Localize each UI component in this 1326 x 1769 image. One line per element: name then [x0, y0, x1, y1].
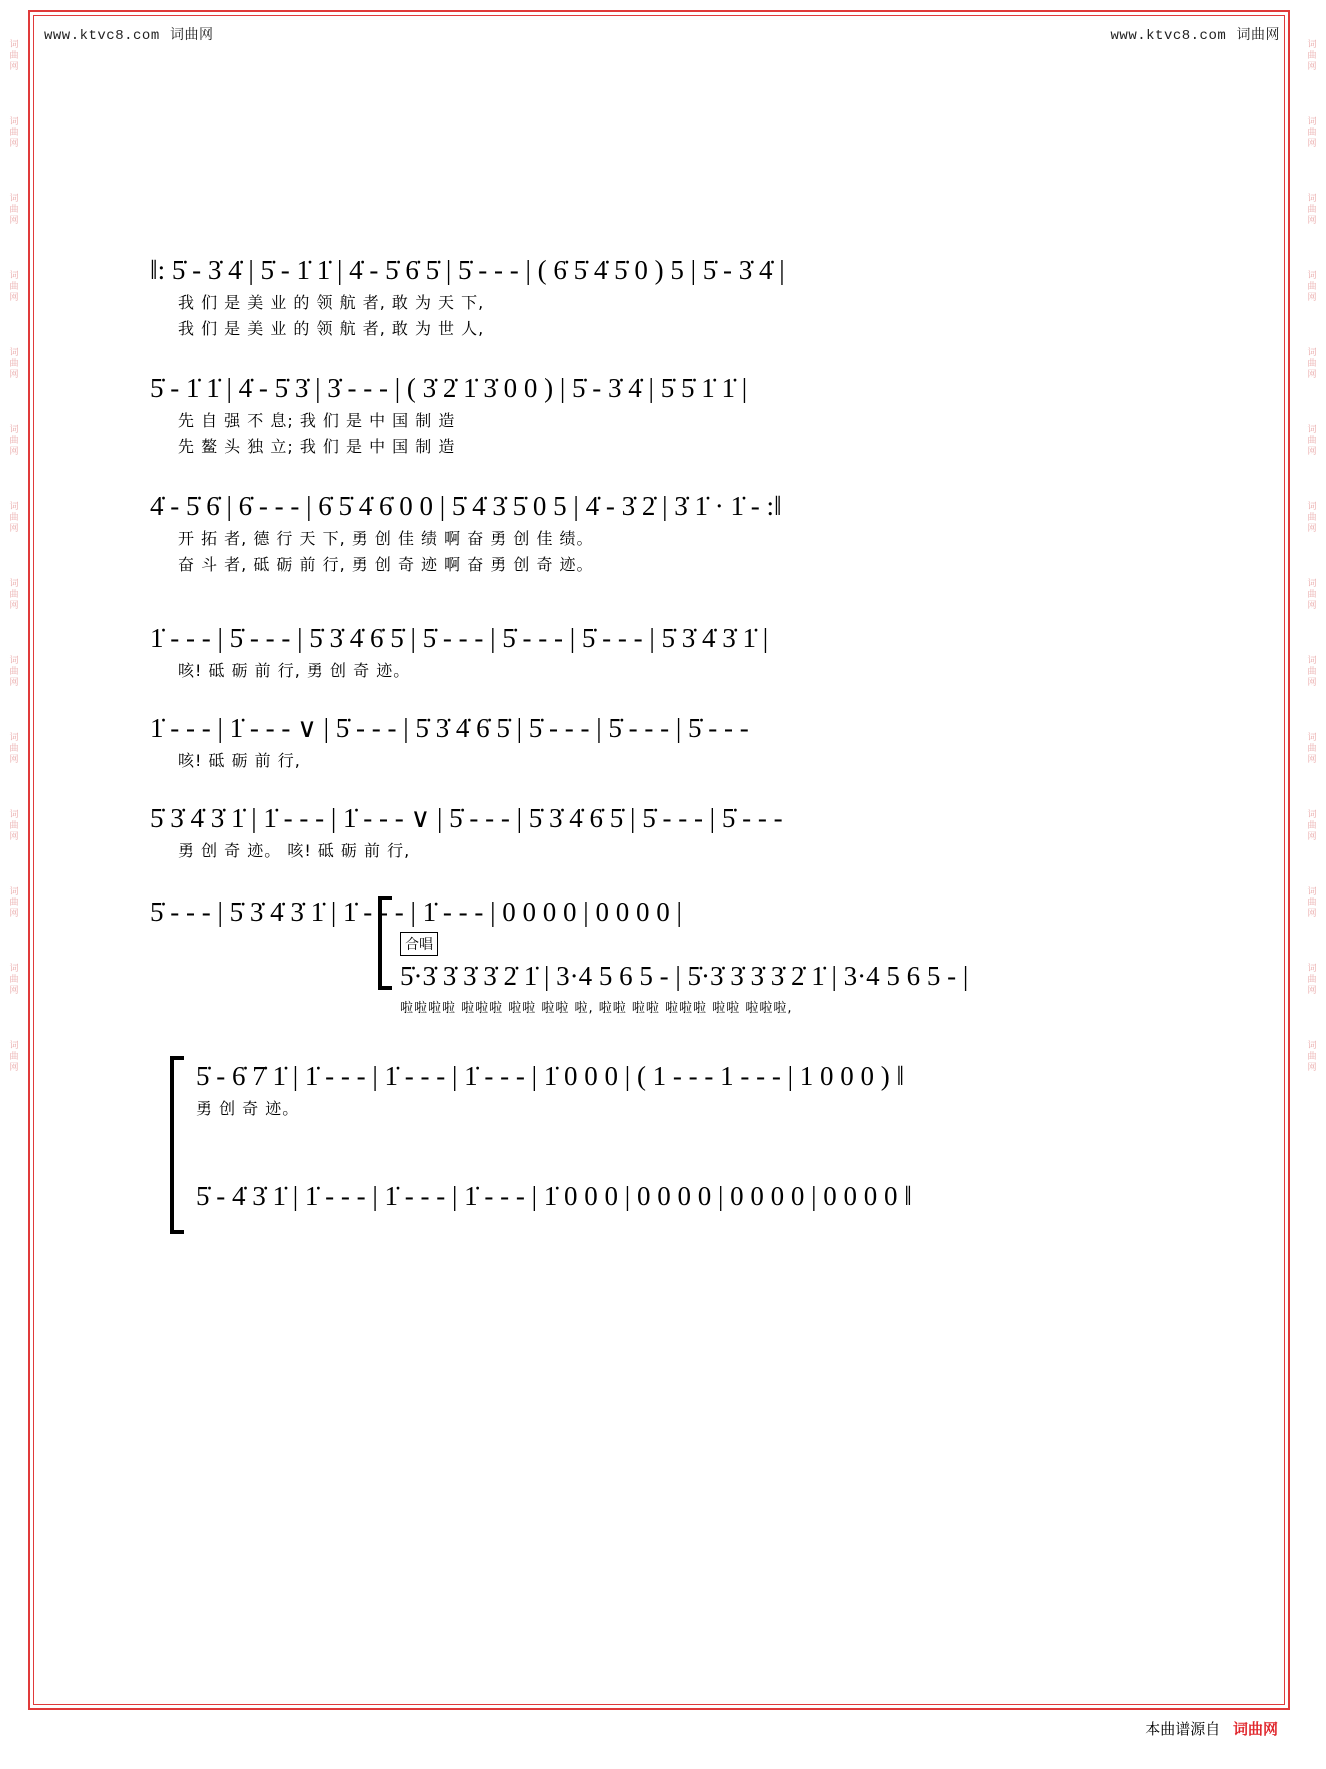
chorus-label: 合唱 — [400, 932, 438, 956]
lyric-line-2: 先 鳌 头 独 立; 我 们 是 中 国 制 造 — [178, 437, 456, 456]
chorus-notation-line: 5̇·3̇ 3̇ 3̇ 3̇ 2̇ 1̇ | 3·4 5 6 5 - | 5̇·3̇ 3̇ 3̇ 3̇ 2̇ 1̇ | 3·4 5 6 5 - | — [400, 961, 969, 991]
watermark-side-block: 词 曲 网 — [9, 1041, 19, 1073]
watermark-side-block: 词 曲 网 — [1307, 117, 1317, 149]
watermark-side-block: 词 曲 网 — [1307, 579, 1317, 611]
lyric-line-1: 咳! 砥 砺 前 行, — [178, 751, 301, 770]
footer-brand: 词曲网 — [1232, 1720, 1278, 1738]
lyric-line-2: 奋 斗 者, 砥 砺 前 行, 勇 创 奇 迹 啊 奋 勇 创 奇 迹。 — [178, 555, 594, 574]
watermark-side-block: 词 曲 网 — [1307, 964, 1317, 996]
watermark-side-block: 词 曲 网 — [1307, 271, 1317, 303]
notation-line: 1̇ - - - | 5̇ - - - | 5̇ 3̇ 4̇ 6̇ 5̇ | 5̇ - - - | 5̇ - - - | 5̇ - - - | 5̇ 3̇ 4̇ 3̇ 1̇ | — [150, 623, 769, 653]
watermark-side-block: 词 曲 网 — [1307, 810, 1317, 842]
watermark-side-block: 词 曲 网 — [1307, 348, 1317, 380]
lyric-line-1: 勇 创 奇 迹。 — [196, 1099, 300, 1118]
watermark-side-block: 词 曲 网 — [9, 348, 19, 380]
chorus-lyric-line: 啦啦啦啦 啦啦啦 啦啦 啦啦 啦, 啦啦 啦啦 啦啦啦 啦啦 啦啦啦, — [400, 1001, 793, 1016]
watermark-top-right — [1111, 24, 1280, 44]
score-final-block — [150, 1056, 1170, 1236]
watermark-side-block: 词 曲 网 — [1307, 1041, 1317, 1073]
watermark-side-block: 词 曲 网 — [9, 271, 19, 303]
lyric-line-2: 我 们 是 美 业 的 领 航 者, 敢 为 世 人, — [178, 319, 485, 338]
notation-line: 4̇ - 5̇ 6̇ | 6̇ - - - | 6̇ 5̇ 4̇ 6̇ 0 0 | 5̇ 4̇ 3̇ 5̇ 0 5 | 4̇ - 3̇ 2̇ | 3̇ 1̇ · 1̇ - :‖ — [150, 491, 782, 521]
score-system-3 — [150, 486, 1170, 578]
score-system-4 — [150, 618, 1170, 684]
final-system-brace — [170, 1056, 184, 1234]
music-score — [150, 250, 1170, 1244]
notation-line: 1̇ - - - | 1̇ - - - ∨ | 5̇ - - - | 5̇ 3̇ 4̇ 6̇ 5̇ | 5̇ - - - | 5̇ - - - | 5̇ - - - — [150, 713, 749, 743]
watermark-site-left: www.ktvc8.com — [44, 28, 160, 44]
watermark-site-right: www.ktvc8.com — [1110, 28, 1227, 44]
chorus-brace — [378, 896, 392, 990]
watermark-side-block: 词 曲 网 — [9, 733, 19, 765]
watermark-cn-left: 词曲网 — [169, 27, 214, 43]
notation-line: 5̇ - 1̇ 1̇ | 4̇ - 5̇ 3̇ | 3̇ - - - | ( 3̇ 2̇ 1̇ 3̇ 0 0 ) | 5̇ - 3̇ 4̇ | 5̇ 5̇ 1̇ 1̇ | — [150, 373, 748, 403]
watermark-side-block: 词 曲 网 — [9, 194, 19, 226]
score-system-7 — [150, 892, 1170, 1022]
watermark-column-right — [1304, 40, 1320, 1118]
notation-line: ‖: 5̇ - 3̇ 4̇ | 5̇ - 1̇ 1̇ | 4̇ - 5̇ 6̇ 5̇ | 5̇ - - - | ( 6̇ 5̇ 4̇ 5̇ 0 ) 5 | 5̇ - 3̇ 4̇ | — [150, 255, 785, 285]
watermark-side-block: 词 曲 网 — [9, 425, 19, 457]
lyric-line-1: 勇 创 奇 迹。 咳! 砥 砺 前 行, — [178, 841, 411, 860]
score-system-6 — [150, 798, 1170, 864]
watermark-side-block: 词 曲 网 — [9, 502, 19, 534]
score-system-1 — [150, 250, 1170, 342]
watermark-side-block: 词 曲 网 — [1307, 425, 1317, 457]
watermark-side-block: 词 曲 网 — [1307, 656, 1317, 688]
watermark-side-block: 词 曲 网 — [9, 579, 19, 611]
score-system-5 — [150, 708, 1170, 774]
footer-text: 本曲谱源自 — [1145, 1720, 1221, 1738]
lyric-line-1: 我 们 是 美 业 的 领 航 者, 敢 为 天 下, — [178, 293, 485, 312]
score-system-2 — [150, 368, 1170, 460]
watermark-side-block: 词 曲 网 — [9, 117, 19, 149]
watermark-cn-right: 词曲网 — [1236, 27, 1280, 43]
lyric-line-1: 开 拓 者, 德 行 天 下, 勇 创 佳 绩 啊 奋 勇 创 佳 绩。 — [178, 529, 594, 548]
watermark-side-block: 词 曲 网 — [9, 656, 19, 688]
lyric-line-1: 咳! 砥 砺 前 行, 勇 创 奇 迹。 — [178, 661, 411, 680]
notation-line: 5̇ - 4̇ 3̇ 1̇ | 1̇ - - - | 1̇ - - - | 1̇ - - - | 1̇ 0 0 0 | 0 0 0 0 | 0 0 0 0 | 0 0 0 0 ‖ — [196, 1181, 912, 1211]
notation-line: 5̇ 3̇ 4̇ 3̇ 1̇ | 1̇ - - - | 1̇ - - - ∨ | 5̇ - - - | 5̇ 3̇ 4̇ 6̇ 5̇ | 5̇ - - - | 5̇ - - - — [150, 803, 783, 833]
watermark-column-left — [6, 40, 22, 1118]
watermark-side-block: 词 曲 网 — [1307, 194, 1317, 226]
watermark-side-block: 词 曲 网 — [1307, 887, 1317, 919]
watermark-side-block: 词 曲 网 — [9, 964, 19, 996]
watermark-top-left — [44, 24, 213, 44]
watermark-side-block: 词 曲 网 — [9, 40, 19, 72]
watermark-side-block: 词 曲 网 — [9, 887, 19, 919]
lyric-line-1: 先 自 强 不 息; 我 们 是 中 国 制 造 — [178, 411, 456, 430]
watermark-side-block: 词 曲 网 — [1307, 502, 1317, 534]
notation-line: 5̇ - 6̇ 7̇ 1̇ | 1̇ - - - | 1̇ - - - | 1̇ - - - | 1̇ 0 0 0 | ( 1 - - - 1 - - - | 1 0 0 0 ) ‖ — [196, 1061, 905, 1091]
watermark-side-block: 词 曲 网 — [1307, 733, 1317, 765]
notation-line: 5̇ - - - | 5̇ 3̇ 4̇ 3̇ 1̇ | 1̇ - - - | 1̇ - - - | 0 0 0 0 | 0 0 0 0 | — [150, 897, 682, 927]
footer-credit — [1145, 1718, 1278, 1739]
watermark-side-block: 词 曲 网 — [1307, 40, 1317, 72]
watermark-side-block: 词 曲 网 — [9, 810, 19, 842]
